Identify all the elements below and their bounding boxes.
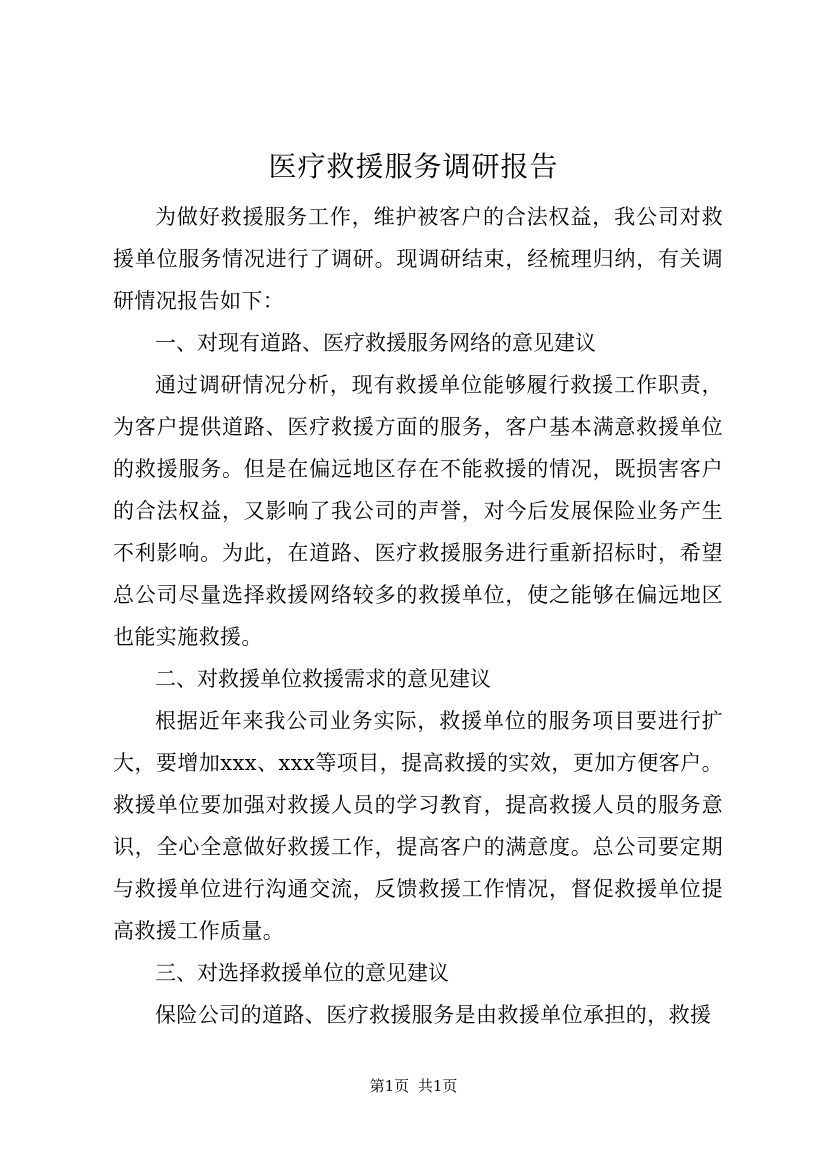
document-title: 医疗救援服务调研报告 bbox=[268, 150, 559, 183]
section-heading-2: 二、对救援单位救援需求的意见建议 bbox=[155, 667, 491, 691]
section-heading-1: 一、对现有道路、医疗救援服务网络的意见建议 bbox=[155, 331, 596, 355]
page-number: 第1页 bbox=[369, 1077, 410, 1095]
page-total: 共1页 bbox=[417, 1077, 458, 1095]
page-footer bbox=[0, 1076, 827, 1096]
paragraph-section-2: 根据近年来我公司业务实际，救援单位的服务项目要进行扩大，要增加xxx、xxx等项目，提高救援的实效，更加方便客户。救援单位要加强对救援人员的学习教育，提高救援人员的服务意识，全心全意做好救援工作，提高客户的满意度。总公司要定期与救援单位进行沟通交流，反馈救援工作情况，督促救援单位提高救援工作质量。 bbox=[113, 709, 723, 943]
section-heading-3: 三、对选择救援单位的意见建议 bbox=[155, 961, 449, 985]
paragraph-section-3: 保险公司的道路、医疗救援服务是由救援单位承担的，救援 bbox=[155, 1003, 712, 1027]
document-body bbox=[113, 196, 723, 1036]
paragraph-intro: 为做好救援服务工作，维护被客户的合法权益，我公司对救援单位服务情况进行了调研。现调研结束，经梳理归纳，有关调研情况报告如下： bbox=[113, 205, 723, 313]
paragraph-section-1: 通过调研情况分析，现有救援单位能够履行救援工作职责，为客户提供道路、医疗救援方面的服务，客户基本满意救援单位的救援服务。但是在偏远地区存在不能救援的情况，既损害客户的合法权益，又影响了我公司的声誉，对今后发展保险业务产生不利影响。为此，在道路、医疗救援服务进行重新招标时，希望总公司尽量选择救援网络较多的救援单位，使之能够在偏远地区也能实施救援。 bbox=[113, 373, 723, 649]
